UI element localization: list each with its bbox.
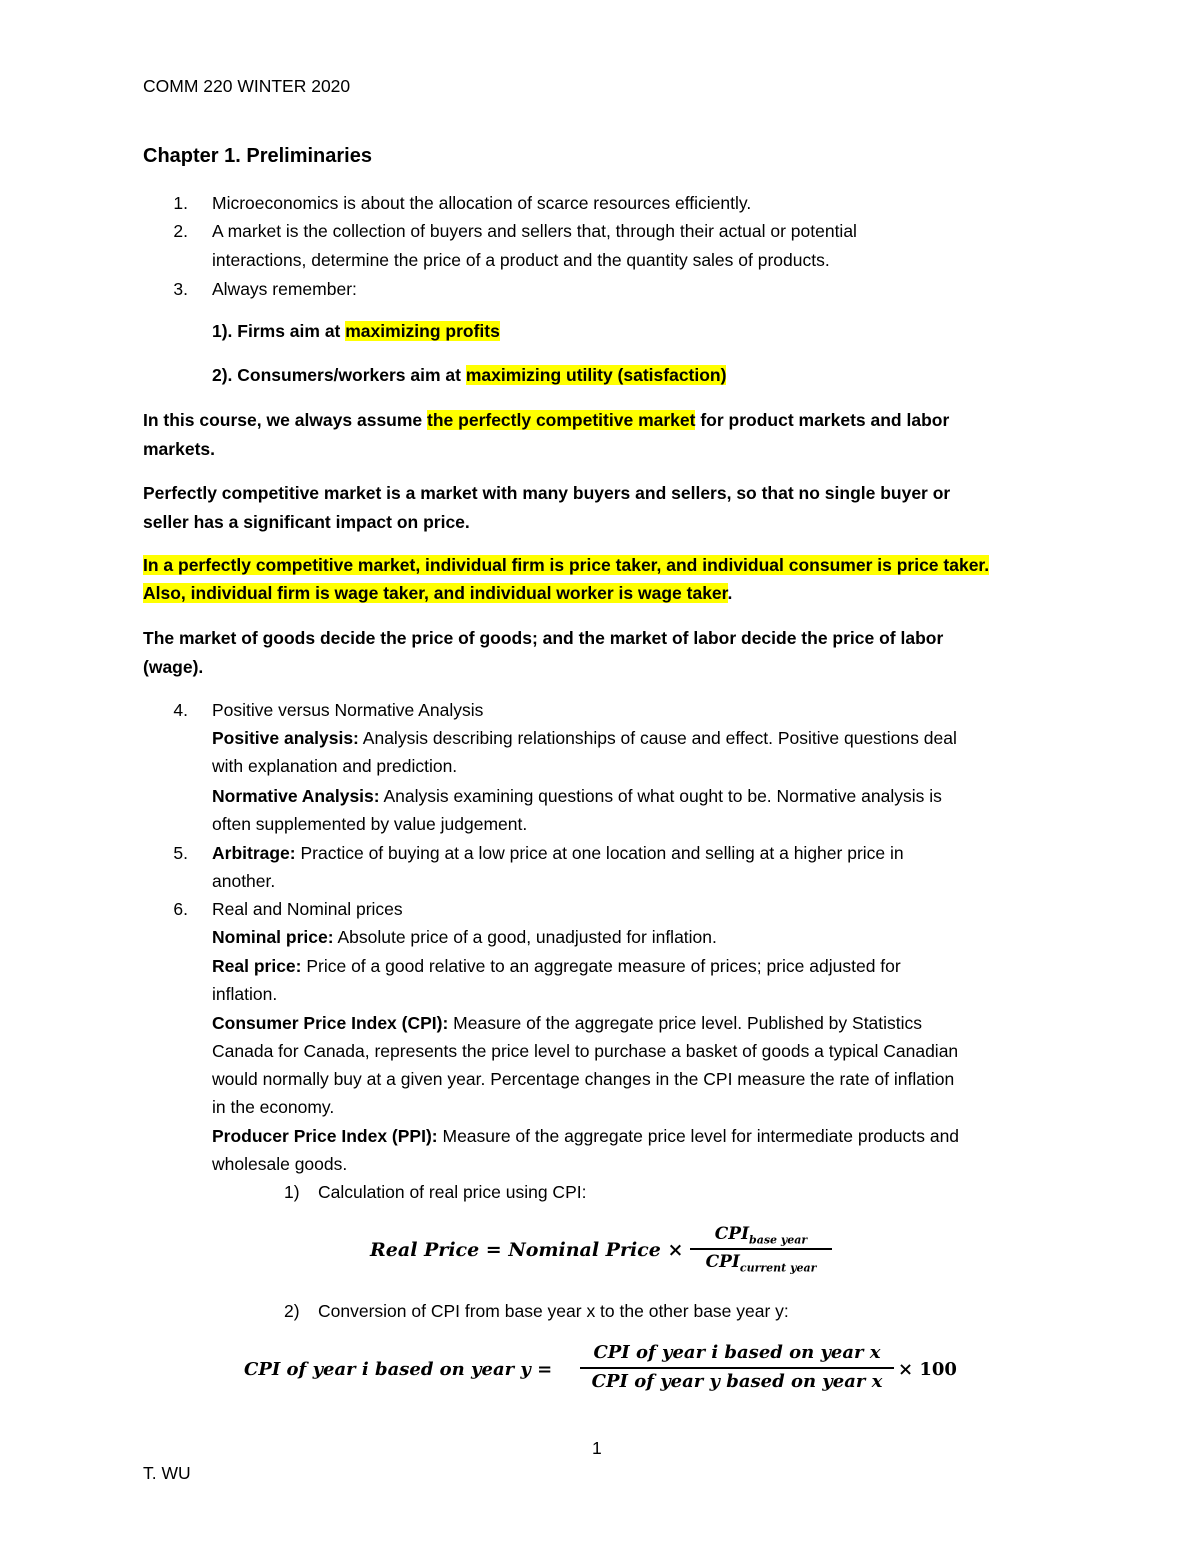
list-item-continued: interactions, determine the price of a product and the quantity sales of products. <box>212 250 830 270</box>
definition-term: Producer Price Index (PPI): <box>212 1126 438 1146</box>
text-run: . <box>727 583 733 603</box>
list-item: Microeconomics is about the allocation of scarce resources efficiently. <box>212 193 752 213</box>
list-item: Always remember: <box>212 279 357 299</box>
list-number: 4. <box>173 700 188 720</box>
remember-prefix: 2). Consumers/workers aim at <box>212 365 466 385</box>
paragraph-line <box>143 551 989 579</box>
list-item: Real and Nominal prices <box>212 899 403 919</box>
paragraph-line <box>143 579 732 607</box>
list-number: 2. <box>173 221 188 241</box>
subscript: base year <box>749 1233 808 1247</box>
definition-text: Absolute price of a good, unadjusted for inflation. <box>333 927 717 947</box>
definition-line: Canada for Canada, represents the price level to purchase a basket of goods a typical Canadian <box>212 1041 959 1061</box>
list-number: 1. <box>173 193 188 213</box>
definition-term: Arbitrage: <box>212 843 296 863</box>
definition-line <box>212 839 904 867</box>
definition-term: Positive analysis: <box>212 728 359 748</box>
definition-text: Price of a good relative to an aggregate measure of prices; price adjusted for <box>301 956 901 976</box>
definition-text: Analysis describing relationships of cause and effect. Positive questions deal <box>358 728 957 748</box>
definition-line <box>212 1122 959 1150</box>
highlighted-text: Also, individual firm is wage taker, and individual worker is wage taker <box>143 583 728 603</box>
sub-list-number: 2) <box>284 1301 300 1321</box>
definition-line <box>212 1009 922 1037</box>
definition-line <box>212 952 901 980</box>
list-number: 3. <box>173 279 188 299</box>
highlighted-text: maximizing utility (satisfaction) <box>465 365 727 385</box>
highlighted-text: maximizing profits <box>345 321 500 341</box>
text-run: for product markets and labor <box>695 410 950 430</box>
highlighted-text: the perfectly competitive market <box>427 410 696 430</box>
list-number: 5. <box>173 843 188 863</box>
list-item: A market is the collection of buyers and sellers that, through their actual or potential <box>212 221 857 241</box>
remember-prefix: 1). Firms aim at <box>212 321 346 341</box>
definition-line: another. <box>212 871 276 891</box>
cpi-symbol: CPI <box>714 1224 750 1244</box>
definition-line <box>212 782 942 810</box>
paragraph-line: markets. <box>143 439 215 459</box>
sub-list-item: Conversion of CPI from base year x to the other base year y: <box>318 1301 789 1321</box>
cpi-symbol: CPI <box>705 1252 740 1272</box>
definition-text: Analysis examining questions of what ought to be. Normative analysis is <box>379 786 942 806</box>
definition-term: Real price: <box>212 956 302 976</box>
definition-term: Consumer Price Index (CPI): <box>212 1013 449 1033</box>
page-number: 1 <box>592 1438 602 1458</box>
text-run: In this course, we always assume <box>143 410 428 430</box>
definition-line <box>212 724 957 752</box>
definition-line: in the economy. <box>212 1097 335 1117</box>
fraction-denominator: CPI of year y based on year x <box>591 1371 883 1392</box>
fraction-denominator <box>706 1250 817 1276</box>
sub-list-item: Calculation of real price using CPI: <box>318 1182 587 1202</box>
page-header: COMM 220 WINTER 2020 <box>143 76 351 96</box>
definition-text: Practice of buying at a low price at one location and selling at a higher price in <box>295 843 904 863</box>
paragraph-line: Perfectly competitive market is a market with many buyers and sellers, so that no single buyer or <box>143 483 951 503</box>
formula-rhs: × 100 <box>898 1359 957 1380</box>
definition-text: Measure of the aggregate price level. Published by Statistics <box>448 1013 923 1033</box>
paragraph-line: seller has a significant impact on price. <box>143 512 470 532</box>
remember-item <box>212 317 500 345</box>
formula-fraction <box>690 1222 832 1276</box>
definition-term: Nominal price: <box>212 927 334 947</box>
paragraph-line <box>143 406 949 434</box>
list-item: Positive versus Normative Analysis <box>212 700 484 720</box>
definition-line: with explanation and prediction. <box>212 756 458 776</box>
definition-line: inflation. <box>212 984 278 1004</box>
chapter-title: Chapter 1. Preliminaries <box>143 145 372 167</box>
fraction-numerator <box>715 1222 807 1248</box>
formula-fraction <box>580 1340 894 1396</box>
subscript: current year <box>739 1261 817 1275</box>
definition-text: Measure of the aggregate price level for intermediate products and <box>437 1126 960 1146</box>
definition-term: Normative Analysis: <box>212 786 380 806</box>
page-footer: T. WU <box>143 1463 191 1483</box>
highlighted-text: In a perfectly competitive market, individual firm is price taker, and individual consumer is price taker. <box>143 555 990 575</box>
list-number: 6. <box>173 899 188 919</box>
formula-lhs: Real Price = Nominal Price × <box>370 1239 684 1261</box>
sub-list-number: 1) <box>284 1182 300 1202</box>
remember-item <box>212 361 726 389</box>
paragraph-line: The market of goods decide the price of goods; and the market of labor decide the price of labor <box>143 628 944 648</box>
formula-lhs: CPI of year i based on year y = <box>244 1359 553 1380</box>
definition-line: wholesale goods. <box>212 1154 348 1174</box>
fraction-numerator: CPI of year i based on year x <box>593 1342 881 1363</box>
paragraph-line: (wage). <box>143 657 204 677</box>
definition-line <box>212 923 717 951</box>
definition-line: often supplemented by value judgement. <box>212 814 528 834</box>
definition-line: would normally buy at a given year. Percentage changes in the CPI measure the rate of inflation <box>212 1069 955 1089</box>
